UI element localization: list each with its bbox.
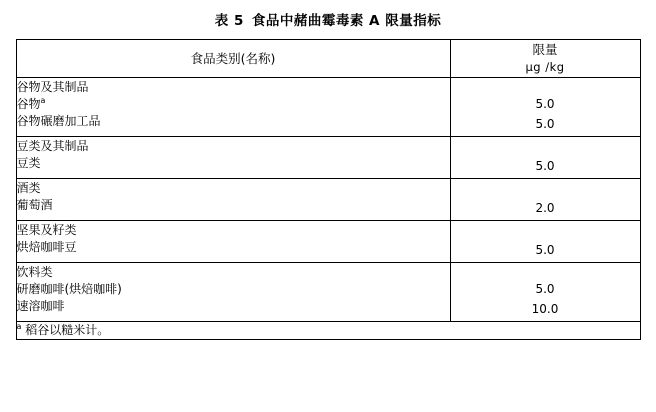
table-footnote-row xyxy=(16,322,640,340)
item-label-text: 研磨咖啡(烘焙咖啡) xyxy=(16,282,122,297)
table-row xyxy=(16,95,640,112)
item-label-text: 速溶咖啡 xyxy=(16,299,65,314)
item-label-text: 谷物碾磨加工品 xyxy=(16,114,101,129)
item-label xyxy=(16,196,450,221)
item-label-text: 豆类 xyxy=(16,156,41,171)
item-label xyxy=(16,297,450,322)
item-label xyxy=(16,112,450,137)
group-label: 坚果及籽类 xyxy=(16,221,450,239)
table-row xyxy=(16,154,640,179)
table-row xyxy=(16,263,640,281)
item-label-text: 葡萄酒 xyxy=(16,198,53,213)
group-label: 豆类及其制品 xyxy=(16,137,450,155)
header-limit-unit: μg /kg xyxy=(525,60,565,75)
limits-table xyxy=(16,39,641,340)
footnote-marker: a xyxy=(16,322,22,332)
table-row xyxy=(16,112,640,137)
table-number: 表 5 xyxy=(214,13,244,29)
item-label-text: 谷物 xyxy=(16,97,41,112)
item-label xyxy=(16,238,450,263)
table-row xyxy=(16,238,640,263)
table-header-row xyxy=(16,40,640,78)
group-value-empty xyxy=(450,78,640,96)
table-row xyxy=(16,280,640,297)
group-label: 谷物及其制品 xyxy=(16,78,450,96)
item-label xyxy=(16,95,450,112)
footnote xyxy=(16,322,640,340)
item-value: 5.0 xyxy=(450,95,640,112)
item-label xyxy=(16,154,450,179)
item-value: 5.0 xyxy=(450,280,640,297)
header-cell-category xyxy=(16,40,450,78)
table-row xyxy=(16,297,640,322)
group-value-empty xyxy=(450,137,640,155)
table-row xyxy=(16,221,640,239)
item-label xyxy=(16,280,450,297)
header-limit-label: 限量 xyxy=(532,42,558,57)
item-value: 10.0 xyxy=(450,297,640,322)
table-title-text: 食品中赭曲霉毒素 A 限量指标 xyxy=(251,13,442,29)
group-value-empty xyxy=(450,221,640,239)
group-value-empty xyxy=(450,179,640,197)
table-body xyxy=(16,40,640,340)
header-category-label: 食品类别(名称) xyxy=(190,50,276,66)
item-footnote-marker: a xyxy=(40,96,46,106)
item-value: 2.0 xyxy=(450,196,640,221)
item-value: 5.0 xyxy=(450,112,640,137)
item-label-text: 烘焙咖啡豆 xyxy=(16,240,77,255)
footnote-text: 稻谷以糙米计。 xyxy=(25,323,110,338)
table-title xyxy=(0,0,656,39)
group-label: 饮料类 xyxy=(16,263,450,281)
item-value: 5.0 xyxy=(450,238,640,263)
group-label: 酒类 xyxy=(16,179,450,197)
group-value-empty xyxy=(450,263,640,281)
header-cell-limit xyxy=(450,40,640,78)
table-row xyxy=(16,137,640,155)
item-value: 5.0 xyxy=(450,154,640,179)
table-row xyxy=(16,196,640,221)
table-row xyxy=(16,179,640,197)
table-row xyxy=(16,78,640,96)
